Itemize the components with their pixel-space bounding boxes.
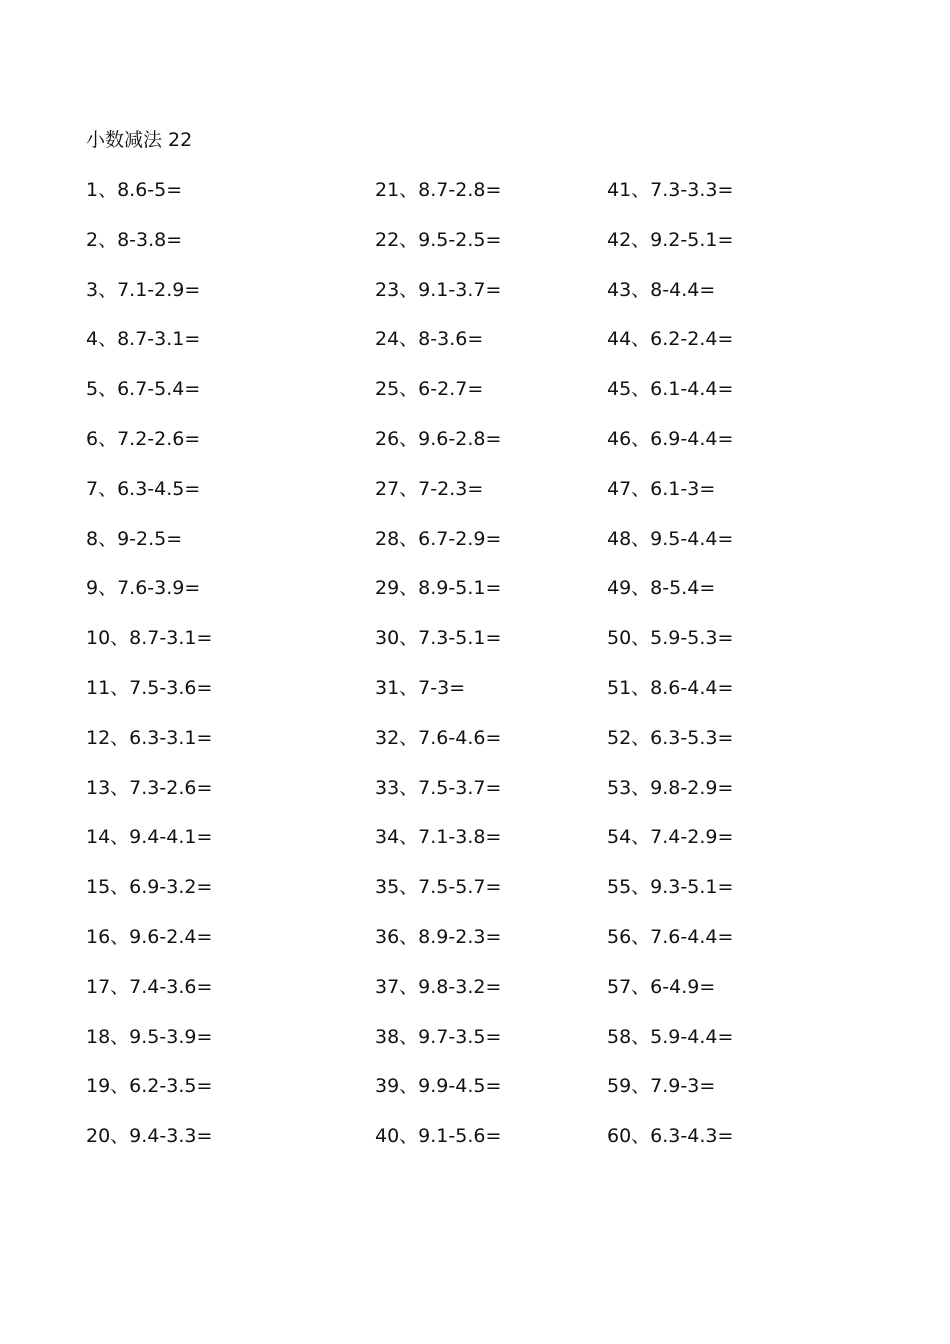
problem-item: 36、8.9-2.3= (375, 925, 502, 948)
problem-item: 25、6-2.7= (375, 378, 484, 401)
problem-item: 4、8.7-3.1= (86, 328, 201, 351)
problem-item: 1、8.6-5= (86, 179, 183, 201)
problem-item: 20、9.4-3.3= (86, 1125, 213, 1148)
problem-item: 37、9.8-3.2= (375, 975, 502, 998)
problem-item: 47、6.1-3= (607, 477, 716, 500)
problem-item: 56、7.6-4.4= (607, 925, 734, 948)
problem-item: 2、8-3.8= (86, 228, 183, 251)
problem-item: 54、7.4-2.9= (607, 826, 734, 849)
problem-item: 55、9.3-5.1= (607, 876, 734, 899)
problem-item: 19、6.2-3.5= (86, 1075, 213, 1098)
problem-item: 48、9.5-4.4= (607, 527, 734, 550)
problem-column-1 (86, 176, 212, 1172)
problem-item: 27、7-2.3= (375, 477, 484, 500)
problem-item: 31、7-3= (375, 676, 466, 699)
problem-item: 42、9.2-5.1= (607, 228, 734, 251)
problem-item: 3、7.1-2.9= (86, 278, 201, 301)
problem-item: 34、7.1-3.8= (375, 826, 502, 849)
problem-item: 53、9.8-2.9= (607, 776, 734, 799)
problem-item: 26、9.6-2.8= (375, 427, 502, 450)
problem-item: 14、9.4-4.1= (86, 826, 213, 849)
problem-item: 33、7.5-3.7= (375, 776, 502, 799)
problem-item: 60、6.3-4.3= (607, 1125, 734, 1148)
problem-item: 32、7.6-4.6= (375, 726, 502, 749)
problem-item: 52、6.3-5.3= (607, 726, 734, 749)
problem-item: 8、9-2.5= (86, 527, 183, 550)
problem-item: 51、8.6-4.4= (607, 676, 734, 699)
problem-column-2 (375, 176, 501, 1172)
page-title: 小数减法 22 (86, 129, 193, 151)
problem-item: 44、6.2-2.4= (607, 328, 734, 351)
problem-item: 18、9.5-3.9= (86, 1025, 213, 1048)
problem-item: 23、9.1-3.7= (375, 278, 502, 301)
problem-item: 45、6.1-4.4= (607, 378, 734, 401)
problem-item: 9、7.6-3.9= (86, 577, 201, 600)
problem-item: 10、8.7-3.1= (86, 627, 213, 650)
problem-item: 16、9.6-2.4= (86, 925, 213, 948)
problem-item: 30、7.3-5.1= (375, 627, 502, 650)
problem-item: 17、7.4-3.6= (86, 975, 213, 998)
problem-item: 22、9.5-2.5= (375, 228, 502, 251)
problem-item: 5、6.7-5.4= (86, 378, 201, 401)
problem-item: 7、6.3-4.5= (86, 477, 201, 500)
problem-item: 6、7.2-2.6= (86, 427, 201, 450)
problem-column-3 (607, 176, 733, 1172)
problem-item: 49、8-5.4= (607, 577, 716, 600)
problem-item: 11、7.5-3.6= (86, 676, 213, 699)
problem-item: 29、8.9-5.1= (375, 577, 502, 600)
problem-item: 50、5.9-5.3= (607, 627, 734, 650)
problem-item: 41、7.3-3.3= (607, 179, 734, 201)
problem-item: 38、9.7-3.5= (375, 1025, 502, 1048)
problem-item: 12、6.3-3.1= (86, 726, 213, 749)
problem-item: 57、6-4.9= (607, 975, 716, 998)
problem-item: 43、8-4.4= (607, 278, 716, 301)
problem-item: 15、6.9-3.2= (86, 876, 213, 899)
problem-item: 59、7.9-3= (607, 1075, 716, 1098)
problem-item: 40、9.1-5.6= (375, 1125, 502, 1148)
problem-item: 28、6.7-2.9= (375, 527, 502, 550)
problem-item: 21、8.7-2.8= (375, 179, 502, 201)
problem-item: 13、7.3-2.6= (86, 776, 213, 799)
problem-item: 46、6.9-4.4= (607, 427, 734, 450)
problem-item: 35、7.5-5.7= (375, 876, 502, 899)
problem-item: 39、9.9-4.5= (375, 1075, 502, 1098)
problem-item: 24、8-3.6= (375, 328, 484, 351)
problem-item: 58、5.9-4.4= (607, 1025, 734, 1048)
